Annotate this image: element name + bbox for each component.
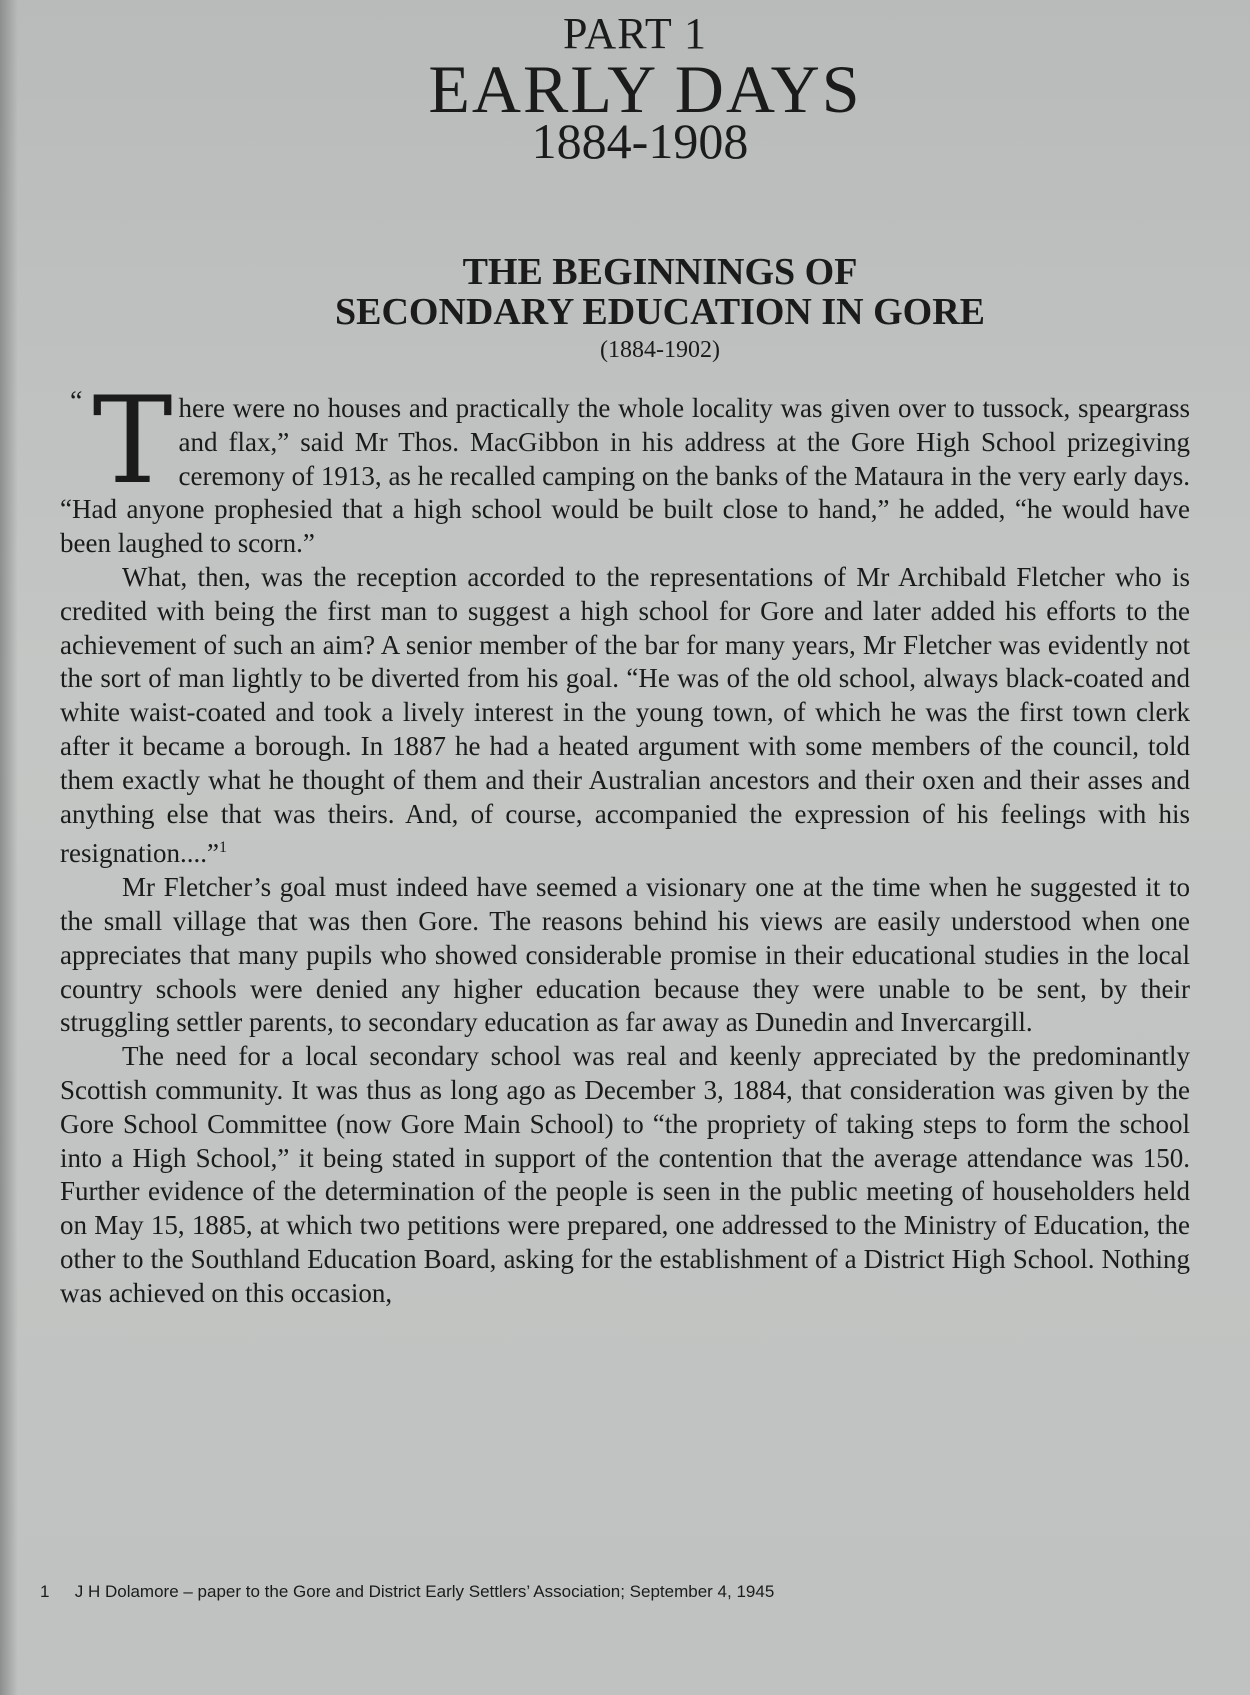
section-dates: (1884-1902) — [600, 337, 720, 363]
paragraph-1 — [60, 372, 1190, 561]
paragraph-1-text: here were no houses and practically the whole locality was given over to tussock, speargrass and flax,” said Mr Thos. MacGibbon in his address at the Gore High School prizegiving ceremony of 1913, as he recalled camping on the banks of the Mataura in the very early days. “Had anyone prophesied that a high school would be built close to hand,” he added, “he would have been laughed to scorn.” — [60, 393, 1190, 559]
part-dates: 1884-1908 — [531, 113, 749, 169]
paragraph-4-text: The need for a local secondary school was real and keenly appreciated by the predominantly Scottish community. It was thus as long ago as December 3, 1884, that consideration was given by the Gore School Committee (now Gore Main School) to “the propriety of taking steps to form the school into a High School,” it being stated in support of the contention that the average attendance was 150. Further evidence of the determination of the people is seen in the public meeting of householders held on May 15, 1885, at which two petitions were prepared, one addressed to the Ministry of Education, the other to the Southland Education Board, asking for the establishment of a District High School. Nothing was achieved on this occasion, — [60, 1041, 1190, 1308]
footnote-number: 1 — [40, 1582, 50, 1601]
section-title-line2: SECONDARY EDUCATION IN GORE — [334, 291, 985, 333]
footnote-text: J H Dolamore – paper to the Gore and District Early Settlers’ Association; September 4, 1945 — [74, 1582, 775, 1601]
footnote — [40, 1582, 774, 1602]
section-title — [0, 252, 1250, 332]
paragraph-2 — [60, 561, 1190, 871]
section-title-line1: THE BEGINNINGS OF — [462, 251, 858, 293]
part-label: PART 1 — [563, 9, 707, 58]
paragraph-3-text: Mr Fletcher’s goal must indeed have seemed a visionary one at the time when he suggested it to the small village that was then Gore. The reasons behind his views are easily understood when one appreciates that many pupils who showed considerable promise in their educational studies in the local country schools were denied any higher education because they were unable to be sent, by their struggling settler parents, to secondary education as far away as Dunedin and Invercargill. — [60, 872, 1190, 1038]
footnote-reference: 1 — [218, 839, 227, 857]
opening-quote: “ — [70, 386, 83, 417]
paragraph-3 — [60, 871, 1190, 1040]
body-text — [60, 372, 1190, 1311]
paragraph-2-text: What, then, was the reception accorded to the representations of Mr Archibald Fletcher who is credited with being the first man to suggest a high school for Gore and later added his efforts to the achievement of such an aim? A senior member of the bar for many years, Mr Fletcher was evidently not the sort of man lightly to be diverted from his goal. “He was of the old school, always black-coated and white waist-coated and took a lively interest in the young town, of which he was the first town clerk after it became a borough. In 1887 he had a heated argument with some members of the council, told them exactly what he thought of them and their Australian ancestors and their oxen and their asses and anything else that was theirs. And, of course, accompanied the expression of his feelings with his resignation....” — [60, 561, 1190, 869]
paragraph-4 — [60, 1040, 1190, 1310]
drop-cap: T — [92, 372, 173, 511]
part-title: EARLY DAYS — [428, 51, 862, 127]
